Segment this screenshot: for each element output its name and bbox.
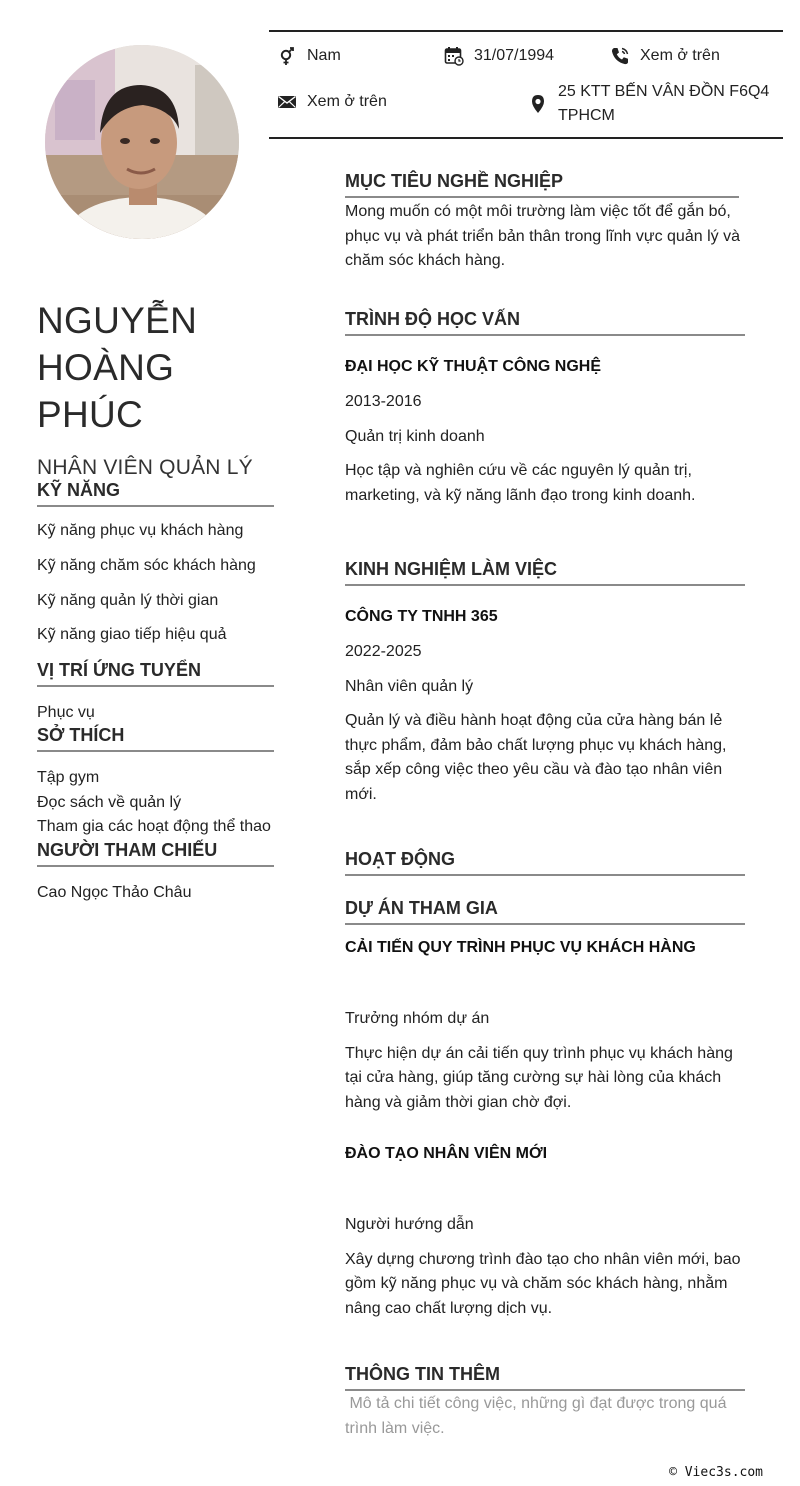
footer-credit: © Viec3s.com bbox=[669, 1465, 763, 1480]
contact-gender bbox=[277, 44, 341, 68]
phone-icon bbox=[610, 46, 630, 66]
contact-phone bbox=[610, 44, 720, 68]
education-school: ĐẠI HỌC KỸ THUẬT CÔNG NGHỆ bbox=[345, 358, 601, 375]
hobby-item: Đọc sách về quản lý bbox=[37, 793, 182, 811]
phone-value[interactable]: Xem ở trên bbox=[640, 47, 720, 64]
name-line-1: NGUYỄN bbox=[37, 300, 198, 341]
skill-item: Kỹ năng quản lý thời gian bbox=[37, 591, 219, 609]
contact-dob bbox=[444, 44, 554, 68]
gender-icon bbox=[277, 46, 297, 66]
experience-section bbox=[345, 559, 745, 807]
left-column bbox=[37, 297, 274, 905]
avatar bbox=[45, 45, 239, 239]
skill-item: Kỹ năng giao tiếp hiệu quả bbox=[37, 626, 227, 644]
project-name: ĐÀO TẠO NHÂN VIÊN MỚI bbox=[345, 1145, 548, 1162]
position-value: Phục vụ bbox=[37, 704, 95, 722]
hobbies-list bbox=[37, 766, 274, 840]
education-description: Học tập và nghiên cứu về các nguyên lý quản trị, marketing, và kỹ năng lãnh đạo trong kinh doanh. bbox=[345, 462, 696, 504]
skill-item: Kỹ năng chăm sóc khách hàng bbox=[37, 556, 256, 574]
education-major: Quản trị kinh doanh bbox=[345, 427, 485, 445]
objective-heading: MỤC TIÊU NGHỀ NGHIỆP bbox=[345, 171, 739, 198]
activities-section bbox=[345, 849, 745, 876]
profile-photo bbox=[45, 45, 239, 239]
address-value bbox=[558, 80, 769, 128]
address-line1: 25 KTT BẾN VÂN ĐỒN F6Q4 bbox=[558, 83, 770, 100]
candidate-name bbox=[37, 297, 274, 438]
experience-period: 2022-2025 bbox=[345, 643, 422, 660]
gender-value: Nam bbox=[307, 47, 341, 64]
email-value[interactable]: Xem ở trên bbox=[307, 93, 387, 110]
dob-value: 31/07/1994 bbox=[474, 47, 555, 64]
project-description: Xây dựng chương trình đào tạo cho nhân viên mới, bao gồm kỹ năng phục vụ và chăm sóc khách hàng, nhằm nâng cao chất lượng dịch vụ. bbox=[345, 1250, 741, 1317]
project-name: CẢI TIẾN QUY TRÌNH PHỤC VỤ KHÁCH HÀNG bbox=[345, 939, 696, 956]
skills-list bbox=[37, 521, 274, 645]
education-period: 2013-2016 bbox=[345, 393, 422, 410]
additional-info-heading: THÔNG TIN THÊM bbox=[345, 1364, 745, 1391]
job-title: NHÂN VIÊN QUẢN LÝ bbox=[37, 456, 253, 479]
contact-bar bbox=[269, 30, 783, 139]
address-line2: TPHCM bbox=[558, 107, 615, 124]
envelope-icon bbox=[277, 92, 297, 112]
projects-section bbox=[345, 898, 745, 1321]
activities-heading: HOẠT ĐỘNG bbox=[345, 849, 745, 876]
experience-role: Nhân viên quản lý bbox=[345, 677, 474, 695]
experience-heading: KINH NGHIỆM LÀM VIỆC bbox=[345, 559, 745, 586]
project-description: Thực hiện dự án cải tiến quy trình phục vụ khách hàng tại cửa hàng, giúp tăng cường sự hài lòng của khách hàng và giảm thời gian chờ đợi. bbox=[345, 1044, 733, 1111]
contact-email bbox=[277, 90, 387, 114]
objective-text: Mong muốn có một môi trường làm việc tốt để gắn bó, phục vụ và phát triển bản thân trong lĩnh vực quản lý và chăm sóc khách hàng. bbox=[345, 203, 740, 269]
hobby-item: Tham gia các hoạt động thể thao bbox=[37, 818, 271, 836]
experience-company: CÔNG TY TNHH 365 bbox=[345, 608, 498, 625]
position-heading: VỊ TRÍ ỨNG TUYỂN bbox=[37, 660, 274, 687]
project-role: Trưởng nhóm dự án bbox=[345, 1010, 490, 1027]
additional-info-placeholder[interactable]: Mô tả chi tiết công việc, những gì đạt được trong quá trình làm việc. bbox=[345, 1395, 731, 1437]
calendar-icon bbox=[444, 46, 464, 66]
skills-heading: KỸ NĂNG bbox=[37, 480, 274, 507]
project-role: Người hướng dẫn bbox=[345, 1216, 474, 1233]
education-heading: TRÌNH ĐỘ HỌC VẤN bbox=[345, 309, 745, 336]
additional-info-section bbox=[345, 1364, 745, 1441]
contact-address bbox=[528, 80, 778, 128]
location-pin-icon bbox=[528, 94, 548, 114]
reference-value: Cao Ngọc Thảo Châu bbox=[37, 883, 192, 901]
experience-description: Quản lý và điều hành hoạt động của cửa hàng bán lẻ thực phẩm, đảm bảo chất lượng phục vụ khách hàng, sắp xếp công việc theo yêu cầu và đào tạo nhân viên mới. bbox=[345, 712, 727, 803]
education-section bbox=[345, 309, 745, 508]
references-heading: NGƯỜI THAM CHIẾU bbox=[37, 840, 274, 867]
hobbies-heading: SỞ THÍCH bbox=[37, 725, 274, 752]
name-line-2: HOÀNG PHÚC bbox=[37, 347, 175, 435]
skill-item: Kỹ năng phục vụ khách hàng bbox=[37, 522, 244, 539]
hobby-item: Tập gym bbox=[37, 769, 100, 787]
projects-heading: DỰ ÁN THAM GIA bbox=[345, 898, 745, 925]
objective-section bbox=[345, 171, 745, 274]
